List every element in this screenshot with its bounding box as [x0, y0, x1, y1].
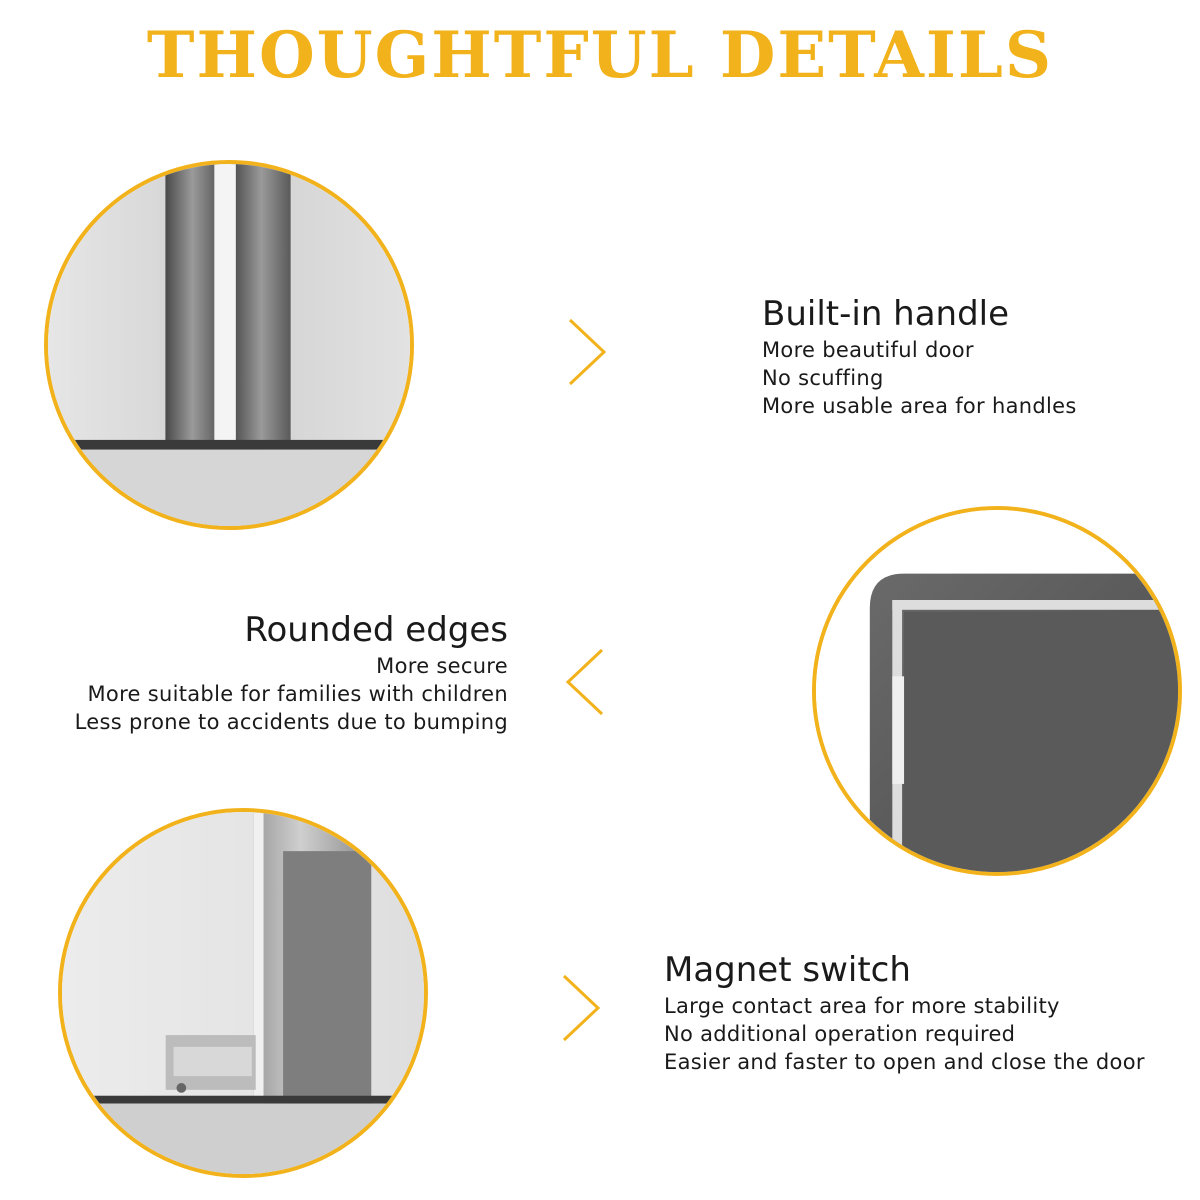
feature-line: Large contact area for more stability [664, 994, 1060, 1018]
feature-heading: Rounded edges [244, 610, 508, 650]
feature-heading: Magnet switch [664, 950, 911, 990]
feature-line: Easier and faster to open and close the door [664, 1050, 1145, 1074]
feature-magnet-switch [664, 950, 1145, 1076]
chevron-right-icon [566, 316, 610, 388]
feature-line: Less prone to accidents due to bumping [74, 710, 508, 734]
chevron-right-icon [560, 972, 604, 1044]
feature-line: More secure [376, 654, 508, 678]
chevron-left-icon [562, 646, 606, 718]
feature-rounded-edges [75, 610, 508, 736]
feature-line: More beautiful door [762, 338, 974, 362]
magnet-switch-detail-image [58, 808, 428, 1178]
feature-line: No additional operation required [664, 1022, 1016, 1046]
feature-line: More usable area for handles [762, 394, 1077, 418]
handle-detail-image [44, 160, 414, 530]
feature-built-in-handle [762, 294, 1077, 420]
feature-heading: Built-in handle [762, 294, 1010, 334]
feature-line: More suitable for families with children [87, 682, 508, 706]
page-title: THOUGHTFUL DETAILS [146, 18, 1054, 93]
feature-line: No scuffing [762, 366, 884, 390]
rounded-edge-detail-image [812, 506, 1182, 876]
